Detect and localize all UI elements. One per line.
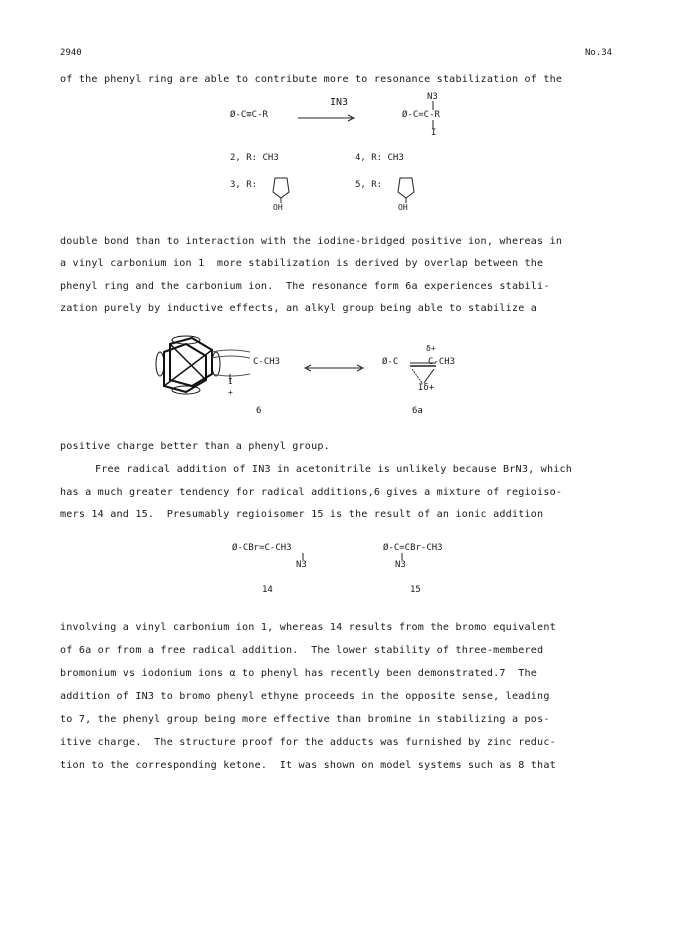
text-line-2: double bond than to interaction with the iodine-bridged positive ion, whereas in: [60, 236, 563, 247]
text-line-12: bromonium vs iodonium ions α to phenyl has recently been demonstrated.7 The: [60, 668, 538, 679]
compound-4-label: 4, R: CH3: [355, 153, 404, 163]
text-line-15: itive charge. The structure proof for the adducts was furnished by zinc reduc-: [60, 737, 556, 748]
structure-6-label: 6: [256, 406, 262, 416]
compound-14-label: 14: [262, 585, 273, 595]
text-line-10: involving a vinyl carbonium ion 1, whereas 14 results from the bromo equivalent: [60, 622, 556, 633]
text-line-11: of 6a or from a free radical addition. The lower stability of three-membered: [60, 645, 544, 656]
positive-charge: +: [228, 388, 233, 397]
reactant-formula: Ø-C≡C-R: [230, 110, 268, 120]
compound-14-formula: Ø-CBr=C-CH3: [232, 543, 292, 553]
orbital-drawing-6: [150, 330, 260, 402]
hydroxyl-5: OH: [398, 203, 408, 212]
compound-15-n3: N3: [395, 560, 406, 570]
reagent-label: IN3: [330, 97, 349, 108]
text-line-5: zation purely by inductive effects, an alkyl group being able to stabilize a: [60, 303, 538, 314]
issue-number: No.34: [585, 48, 613, 58]
compound-3-label: 3, R:: [230, 180, 258, 190]
iodine-delta-plus: Iδ+: [418, 383, 435, 393]
cyclopentenol-ring-icon: [395, 174, 417, 204]
reaction-arrow: [298, 110, 358, 122]
text-line-4: phenyl ring and the carbonium ion. The resonance form 6a experiences stabili-: [60, 281, 550, 292]
product-iodine: I: [431, 128, 437, 138]
text-line-9: mers 14 and 15. Presumably regioisomer 15 is the result of an ionic addition: [60, 509, 544, 520]
text-line-6: positive charge better than a phenyl group.: [60, 441, 330, 452]
text-line-13: addition of IN3 to bromo phenyl ethyne proceeds in the opposite sense, leading: [60, 691, 550, 702]
text-line-16: tion to the corresponding ketone. It was shown on model systems such as 8 that: [60, 760, 556, 771]
text-line-3: a vinyl carbonium ion 1 more stabilization is derived by overlap between the: [60, 258, 544, 269]
structure-6a-label: 6a: [412, 406, 423, 416]
compound-14-n3: N3: [296, 560, 307, 570]
delta-plus-carbon: δ+: [426, 344, 436, 353]
compound-15-label: 15: [410, 585, 421, 595]
cyclopentenol-ring-icon: [270, 174, 292, 204]
product-n3: N3: [427, 92, 438, 102]
compound-15-formula: Ø-C=CBr-CH3: [383, 543, 443, 553]
bridging-iodine: I: [228, 377, 233, 386]
compound-5-label: 5, R:: [355, 180, 383, 190]
hydroxyl-3: OH: [273, 203, 283, 212]
text-line-1: of the phenyl ring are able to contribute more to resonance stabilization of the: [60, 74, 563, 85]
compound-2-label: 2, R: CH3: [230, 153, 279, 163]
text-line-8: has a much greater tendency for radical additions,6 gives a mixture of regioiso-: [60, 487, 563, 498]
product-formula: Ø-C=C-R: [402, 110, 440, 120]
resonance-arrow: [303, 362, 365, 374]
group-c-ch3-right: C-CH3: [428, 357, 456, 367]
text-line-14: to 7, the phenyl group being more effective than bromine in stabilizing a pos-: [60, 714, 550, 725]
page-number: 2940: [60, 48, 82, 58]
group-phenyl-c: Ø-C: [382, 357, 399, 367]
text-line-7: Free radical addition of IN3 in acetonitrile is unlikely because BrN3, which: [95, 464, 573, 475]
group-c-ch3: C-CH3: [253, 357, 281, 367]
